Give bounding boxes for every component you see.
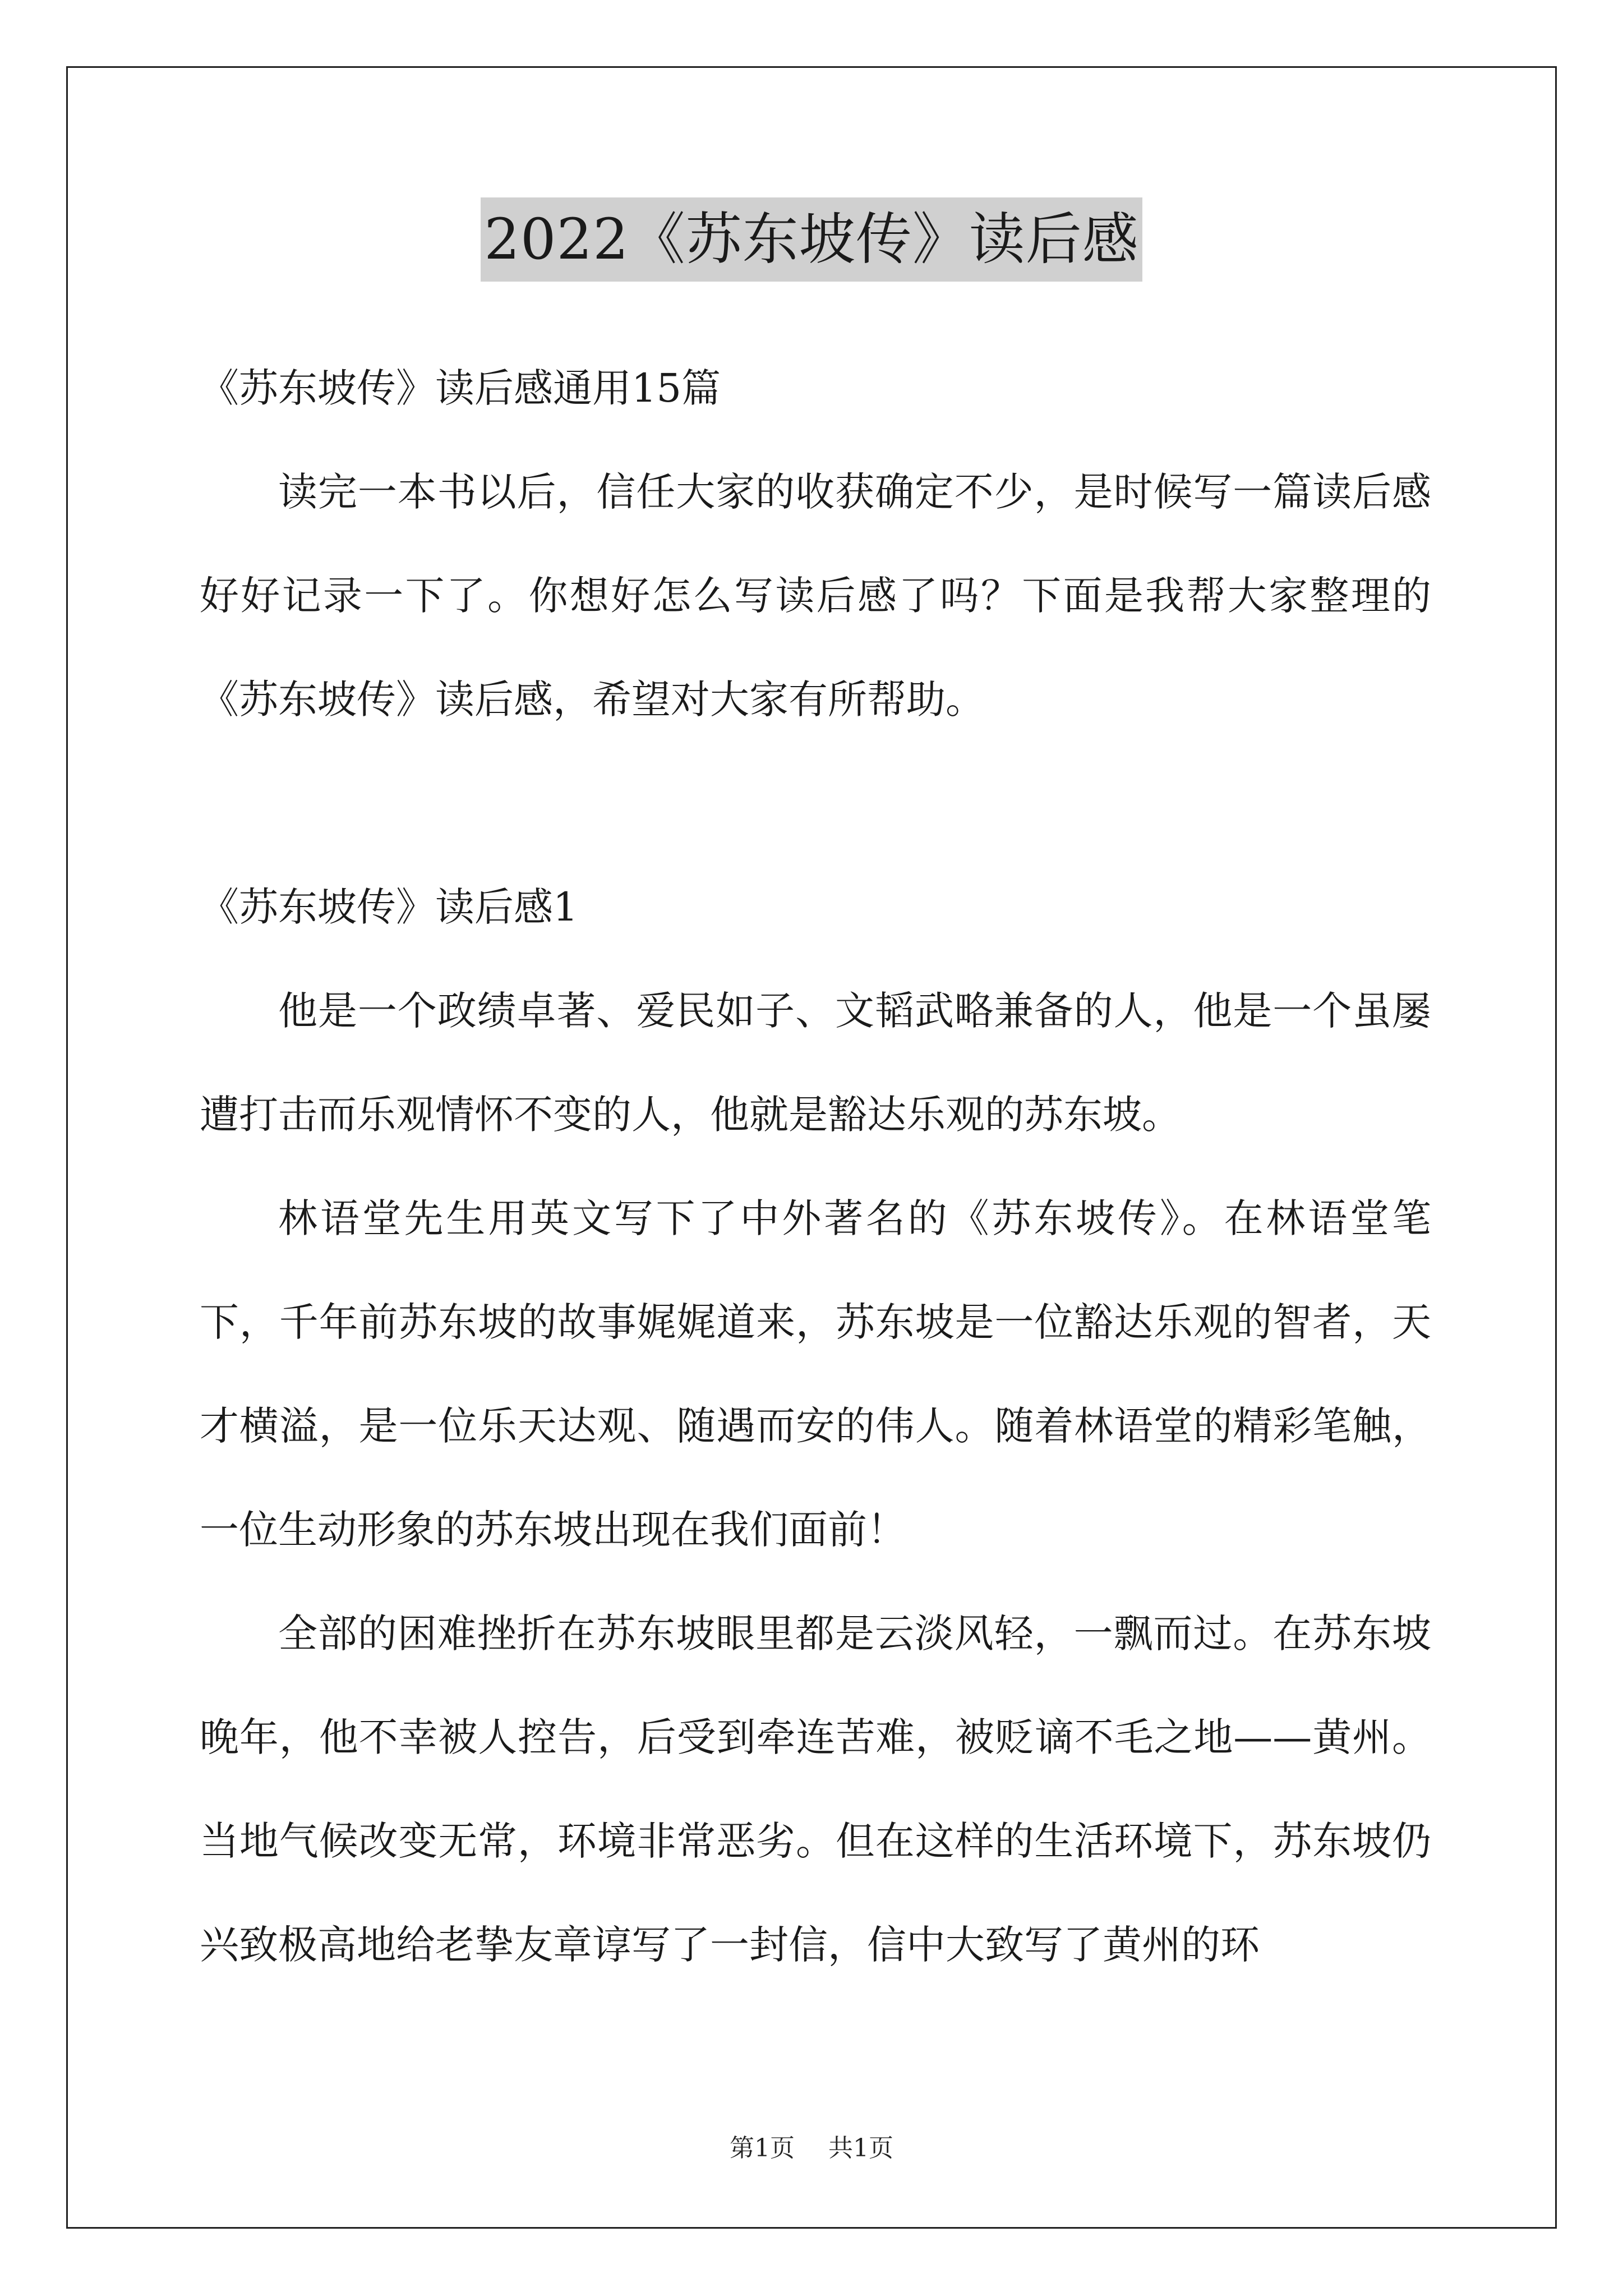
body-paragraph: 他是一个政绩卓著、爱民如子、文韬武略兼备的人，他是一个虽屡遭打击而乐观情怀不变的人，他就是豁达乐观的苏东坡。 — [200, 988, 1431, 1138]
section-heading: 《苏东坡传》读后感1 — [200, 884, 578, 930]
body-paragraph: 全部的困难挫折在苏东坡眼里都是云淡风轻，一飘而过。在苏东坡晚年，他不幸被人控告，后受到牵连苦难，被贬谪不毛之地——黄州。当地气候改变无常，环境非常恶劣。但在这样的生活环境下，苏东坡仍兴致极高地给老挚友章谆写了一封信，信中大致写了黄州的环 — [200, 1611, 1431, 1968]
body-paragraph: 林语堂先生用英文写下了中外著名的《苏东坡传》。在林语堂笔下，千年前苏东坡的故事娓娓道来，苏东坡是一位豁达乐观的智者，天才横溢，是一位乐天达观、随遇而安的伟人。随着林语堂的精彩笔触，一位生动形象的苏东坡出现在我们面前！ — [200, 1195, 1431, 1553]
document-subtitle: 《苏东坡传》读后感通用15篇 — [200, 365, 721, 411]
title-container — [0, 197, 1623, 282]
page-number: 第1页 — [730, 2134, 795, 2162]
blank-line — [200, 752, 1431, 855]
page-total: 共1页 — [828, 2134, 893, 2162]
intro-paragraph: 读完一本书以后，信任大家的收获确定不少，是时候写一篇读后感好好记录一下了。你想好怎么写读后感了吗？下面是我帮大家整理的《苏东坡传》读后感，希望对大家有所帮助。 — [200, 469, 1431, 723]
page-footer — [0, 2132, 1623, 2165]
document-title: 2022《苏东坡传》读后感 — [481, 197, 1142, 282]
document-body — [200, 337, 1431, 1997]
